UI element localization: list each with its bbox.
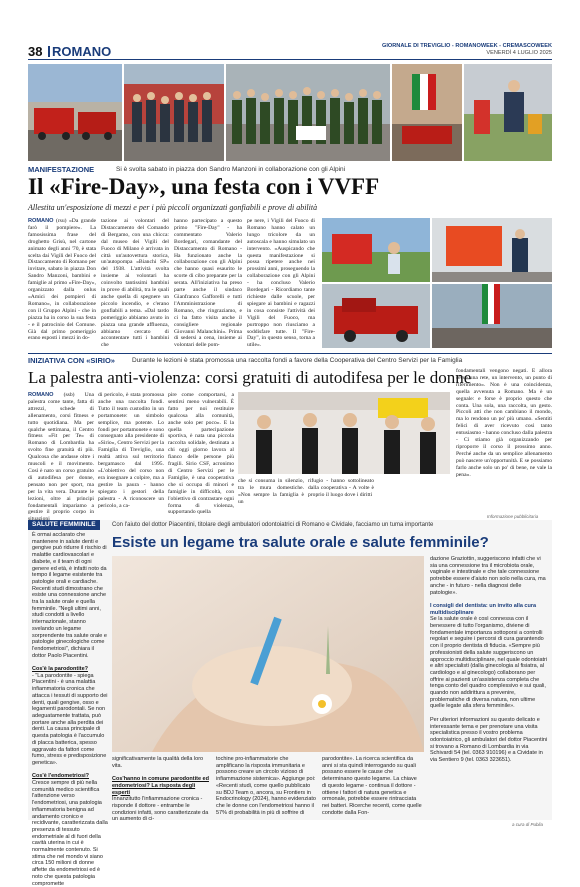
article2-col6: fondamentali vengono negati. E allora serve una rete, un intervento, un punto di riferimento». Non è una coincidenza, quella avvenuta a Romano. Ma è un segnale: e forse è proprio questo che conta. Una sola, una raccolta, un gesto. Piccoli atti che non cambiano il mondo, ma lo rendono un po' più umano. «Sentiti felici di aver ricevuto così tanto entusiasmo - hanno concluso dalla palestra - Ci stiamo già organizzando per riproporre il corso il prossimo anno. Perché anche da un semplice allenamento può nascere un'opportunità. E se possiamo farlo anche solo un po' di bene, ne vale la pena». (456, 368, 552, 478)
article2-kicker-sub: Durante le lezioni è stata promossa una raccolta fondi a favore della Cooperativa del Centro Servizi per la Famiglia (132, 357, 463, 364)
article1-kicker-sub: Si è svolta sabato in piazza don Sandro Manzoni in collaborazione con gli Alpini (116, 166, 346, 173)
article3-col2 (112, 756, 210, 823)
article1-col3: hanno partecipato a questo primo "Fire-Day" - ha commentato Valerio Bordegari, comandante del Distaccamento di Romano - Ha funzionato anche la collaborazione con gli Alpini che hanno quasi esaurito le scorte di cibo preparate per la serata. All'iniziativa ha preso parte anche il sindaco Gianfranco Gafforelli e tutti l'Amministrazione di Romano, che ringraziamo, e ci ha fatto visita anche il consigliere regionale Giovanni Malanchini». Prima di sedersi a cena, insieme ai volontari delle pom- (174, 218, 242, 349)
article2-col2: di pericolo, è stata promossa anche una raccolta fondi. Tutto il team custodito in un portamonete: un simbolo semplice, ma potente. Lo fondi per portamonete e sono consegnato alla presidente di «Sirio», Centro Servizi per la Famiglia di Treviglio, una realtà attiva sul territorio bergamasco dal 1995. «L'obiettivo del corso non era insegnare a colpire, ma a gestire la paura - hanno spiegato i gestori della palestra - A riconoscere un pericolo, a ca- (98, 392, 164, 509)
article1-col2: tazione ai volontari del Distaccamento del Comando di Bergamo, con una chicca: dal museo dei Vigili del Fuoco di Milano è arrivata in città un'autovettura storica, un'autopompa «Bianchi SP» del 1938. L'attività svolta insieme ai volontari ha coinvolto tantissimi bambini in prove di abilità, tra le quali anche quella di spegnere un piccolo incendio, e c'erano gonfiabili a tema. «Dal tardo pomeriggio abbiamo avuto in piazza una grande affluenza, abbiamo cercato di accontentare tutti i bambini che (101, 218, 169, 349)
q2-heading: Cos'è l'endometriosi? (32, 773, 90, 780)
header-divider (48, 46, 50, 57)
article3-footer: a cura di Publia (512, 822, 544, 827)
page-number: 38 (28, 44, 43, 59)
photo-woman-toothbrush (112, 556, 424, 752)
article3-col4: parodontite». La ricerca scientifica da anni si sta quindi interrogando su quali possano essere le cause che determinano questo legame. La chiave di questo legame - continua il dottore - ottiene i fattori di natura genetica e ormonale, potrebbe essere rintracciata nei batteri. Ricerche recenti, come quelle condotte dalla Fon- (322, 756, 422, 816)
article1-location: ROMANO (28, 218, 54, 224)
photo-tricolore-ceremony (432, 284, 552, 348)
article3-col1 (32, 532, 108, 887)
article1-col1-text: (rsu) «Da grande farò il pompiere». La famosissima frase del droghetto Grisù, nel cartone animato degli anni '70, è stata scelta dai Vigili del Fuoco del Distaccamento di Romano per invitare, sabato in piazza Don Sandro Manzoni, bambini e famiglie al primo «Fire-Day», organizzato dalla onlus «Amici dei pompieri di Romano», in collaborazione con il Gruppo Alpini - che in piazza ha in corso la sua festa - e il patrocinio del Comune. Già dal primo pomeriggio erano esposti i mezzi in do- (28, 218, 96, 342)
article2-kicker: INIZIATIVA CON «SIRIO» (28, 356, 115, 365)
photo-fire-trucks (28, 64, 122, 161)
q3-heading: Cos'hanno in comune parodontite ed endometriosi? La risposta degli esperti (112, 776, 209, 796)
article3-band-sub: Con l'aiuto del dottor Piacentini, titolare degli ambulatori odontoiatrici di Romano e Cividale, facciamo un tuma importante (112, 522, 434, 528)
article1-kicker: MANIFESTAZIONE (28, 165, 95, 174)
photo-tricolore-ladder (392, 64, 462, 161)
article2-title: La palestra anti-violenza: corsi gratuiti di autodifesa per le donne (28, 368, 472, 387)
photo-strip (28, 64, 552, 161)
article3-title: Esiste un legame tra salute orale e salute femminile? (112, 534, 489, 551)
q2-text: Cresce sempre di più nella comunità medico scientifica l'attenzione verso l'endometriosi, una patologia infiammatoria benigna ad andamento cronico e recidivante, caratterizzata dalla presenza di tessuto endometriale al di fuori della cavità uterina in cui è normalmente contenuto. Si stima che nel mondo vi siano circa 150 milioni di donne affette da endometriosi ed è noto che questa patologia compromette (32, 780, 108, 887)
divider-1 (28, 353, 552, 354)
article3-col5c: Per ulteriori informazioni su questo delicato e interessante tema e per prenotare una visita specialistica presso il vostro problema odontoiatrico, gli ambulatori del dottor Piacentini si trovano a Romano di Lombardia in via Schivardi 54 (tel. 0363 910196) e a Cividate in via Sentiero 9 (tel. 0363 323651). (430, 716, 548, 764)
article1-col4: pe nere, i Vigili del Fuoco di Romano hanno calato un lungo tricolore da un autoscala e hanno simulato un intervento. «Auspicando che questa manifestazione si possa ripetere anche nei prossimi anni, proseguendo la collaborazione con gli Alpini - ha concluso Valerio Bordegari - Ricordiamo tante richieste dalle scuole, per spiegare ai bambini e ragazzi in cosa consiste l'attività dei Vigili del Fuoco, ma purtroppo non riusciamo a soddisfare tutte. Il "Fire-Day", in questo senso, torna a utile». (247, 218, 315, 349)
article3-band: SALUTE FEMMINILE (28, 520, 100, 530)
ad-tag: Informazione pubblicitaria (487, 514, 539, 519)
article3-col2-text: significativamente la qualità della loro vita. (112, 756, 204, 769)
photo-children-games (464, 64, 552, 161)
photo-selfdefense-group (238, 392, 450, 474)
photo-alpini-group (226, 64, 390, 161)
q4-heading: I consigli del dentista: un invito alla cura multidisciplinare (430, 602, 537, 616)
article2-col3: pire come comportarsi, a sentirsi meno vulnerabili. È fatto per noi restituire qualcosa alla comunità, anche solo per poco». E la quella partecipazione sportiva, è nata una piccola raccolta solidale, destinata a chi oggi giorno lavora al fianco delle persone più fragili. Sirio CSF, acronimo di Centro Servizi per le Famiglie, è una cooperativa che si occupa di minori e famiglie in difficoltà, con l'obiettivo di contrastare ogni forma di violenza, supportando quella (168, 392, 234, 516)
article3-col5-text: dazione Graziottin, suggeriscono infatti che vi sia una connessione tra il microbiota orale, vaginale e intestinale e che tale connessione potrebbe essere d'aiuto non solo nella cura, ma anche - in futuro - nella diagnosi delle patologie». (430, 556, 546, 596)
article3-col5b: Se la salute orale è così connessa con il benessere di tutto l'organismo, diviene di fondamentale importanza sottoporsi a controlli regolari e seguire i percorsi di cura garantendo con il proprio dentista di fiducia. «Sempre più professionisti della salute suggeriscono un approccio multidisciplinare, nel quale odontoiatri e altri specialisti (dalla ginecologia al fisiatra, al cardiologo e al ginecologo) collaborano per offrire ai pazienti un'assistenza completa che tenga conto del quadro complessivo e sui quali, quando non addirittura a prevenire, problematiche di diversa natura, non ultime quelle legate alla sfera femminile». (430, 616, 548, 710)
article2-location: ROMANO (28, 392, 54, 398)
section-title: ROMANO (52, 44, 112, 59)
article1-title: Il «Fire-Day», una festa con i VVFF (28, 174, 380, 199)
article3-col5 (430, 556, 548, 818)
article2-col1-text: (ssb) Una palestra come tante, fatta di attrezzi, schede di allenamento, corsi fitness e tutto quotidiana. Ma per qualche settimana, il Centro fitness «Fit per Te» di Romano di Lombardia ha svolto fine gratuità di più. Qualcosa che andasse oltre i muscoli e il movimento. Così è nato un corso gratuito di autodifesa per donne, pensato non per sport, ma per la vita vera. Durante le lezioni, oltre ai principi fondamentali impariamo a gestire il proprio corpo in (28, 392, 94, 516)
article3-intro: È ormai acclarato che mantenere in salute denti e gengive può ridurre il rischio di malattie cardiovascolari e diabete, e il team di ogni genere ed età, è infatti noto da tempo il legame esistente tra patologie orali e cardiache. Recenti studi dimostrano che esiste una connessione anche tra la salute orale e quella femminile. "Negli ultimi anni, studi condotti a livello internazionale, stanno svelando un legame sorprendente tra salute orale e patologie ginecologiche come l'endometriosi", dichiara il dottor Paolo Piacentini. (32, 532, 107, 659)
article1-col1 (28, 218, 96, 348)
article2-col5: rifugio - hanno sottolineato dalla cooperativa - A volte è proprio il luogo dove i diritti (308, 478, 374, 498)
article2-col4: che si consuma in silenzio, tra le mura domestiche. «Non sempre la famiglia è un (238, 478, 304, 505)
article3-col2b: Innanzitutto l'infiammazione cronica - risponde il dottore - entrambe le condizioni infatti, sono caratterizzate da un aumento di ci- (112, 796, 209, 823)
q1-heading: Cos'è la parodontite? (32, 666, 89, 673)
journal-name: GIORNALE DI TREVIGLIO - ROMANOWEEK - CREMASCOWEEK (382, 43, 552, 49)
photo-fire-game (432, 218, 552, 282)
photo-children-inflatable (322, 218, 430, 282)
article3-col3: tochine pro-infiammatorie che amplificano la risposta immunitaria e possono creare un circolo vizioso di infiammazione sistemica». Aggiunge poi: «Recenti studi, come quello pubblicato su BDJ Team o, ancora, su Frontiers in Endocrinology (2024), hanno evidenziato che le donne con l'endometriosi hanno il 57% di probabilità in più di soffrire di (216, 756, 316, 816)
article1-deck: Allestita un'esposizione di mezzi e per i più piccoli organizzati gonfiabili e prove di abilità (28, 203, 318, 212)
journal-info (382, 43, 552, 57)
issue-date: VENERDÌ 4 LUGLIO 2025 (486, 50, 552, 56)
photo-group-firefighters (124, 64, 224, 161)
article2-col1 (28, 392, 94, 516)
photo-historic-firetruck (322, 284, 430, 348)
q1-text: - "La parodontite - spiega Piacentini - è una malattia infiammatoria cronica che attacca i tessuti di supporto dei denti, quali gengive, osso e legamenti parodontali. Se non adeguatamente trattata, può portare anche alla perdita dei denti. La causa principale di questa patologia è l'accumulo di placca batterica, spesso aggravato da fattori come fumo, stress e predisposizione genetica». (32, 672, 108, 766)
page-header (28, 44, 552, 60)
